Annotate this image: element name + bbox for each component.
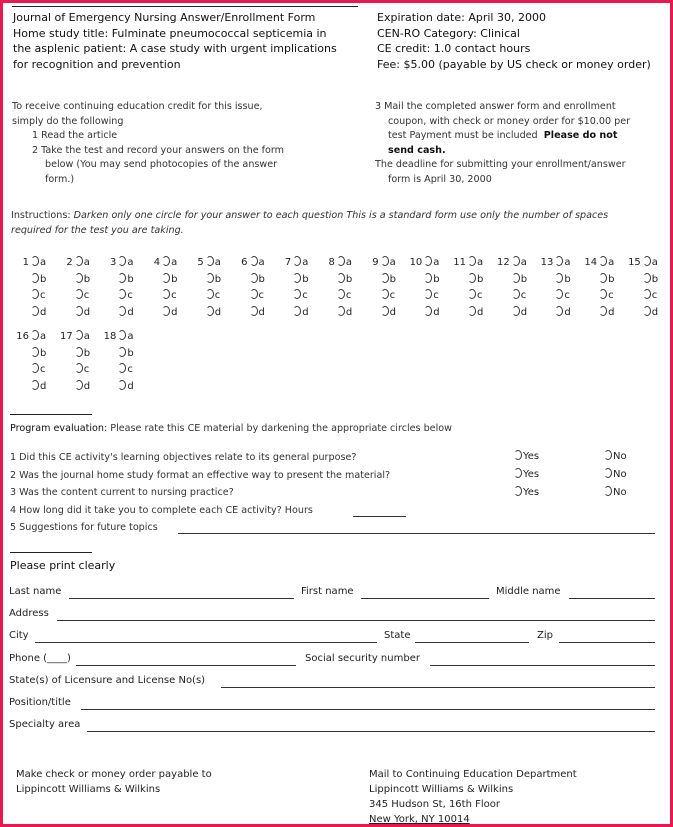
ce-credit: CE credit: 1.0 contact hours — [377, 42, 531, 55]
answer-circle-icon[interactable] — [31, 306, 39, 316]
answer-circle-icon[interactable] — [31, 256, 39, 266]
footer-left — [16, 767, 212, 797]
eval-1-yes-option[interactable] — [512, 450, 539, 462]
answer-circle-icon[interactable] — [643, 289, 651, 299]
city-label: City — [9, 630, 29, 641]
option-label: b — [83, 273, 91, 285]
option-label: a — [40, 257, 47, 268]
answer-circle-icon[interactable] — [75, 306, 83, 316]
answer-circle-icon[interactable] — [31, 289, 39, 299]
option-label: c — [564, 290, 570, 301]
answer-circle-icon[interactable] — [468, 306, 476, 316]
top-rule — [12, 6, 358, 7]
answer-circle-icon[interactable] — [337, 289, 345, 299]
eval-item-3: 3 Was the content current to nursing practice? — [10, 487, 234, 499]
program-evaluation: Program evaluation: Please rate this CE material by darkening the appropriate circles below — [10, 423, 452, 434]
answer-circle-icon[interactable] — [118, 306, 126, 316]
option-label: a — [564, 257, 571, 268]
option-label: c — [389, 290, 396, 301]
answer-circle-icon[interactable] — [31, 347, 39, 357]
answer-circle-icon[interactable] — [118, 256, 126, 266]
eval-3-no-option[interactable] — [602, 486, 627, 498]
option-label: c — [127, 364, 133, 375]
option-label: d — [171, 306, 178, 318]
question-number: 4 — [153, 257, 161, 268]
mail-to-street: 345 Hudson St, 16th Floor — [369, 799, 500, 810]
mail-to-city: New York, NY 10014 — [369, 814, 470, 825]
answer-circle-icon[interactable] — [599, 306, 607, 316]
answer-circle-icon[interactable] — [293, 273, 301, 283]
answer-circle-icon[interactable] — [162, 289, 170, 299]
city-field[interactable] — [35, 642, 377, 643]
answer-circle-icon[interactable] — [468, 256, 476, 266]
answer-circle-icon[interactable] — [162, 306, 170, 316]
option-label: b — [608, 273, 615, 285]
answer-question-1 — [15, 255, 59, 321]
cen-category: CEN-RO Category: Clinical — [377, 26, 520, 40]
answer-circle-icon[interactable] — [206, 273, 214, 283]
fee: Fee: $5.00 (payable by US check or money order) — [377, 57, 651, 71]
option-label: a — [171, 257, 178, 268]
answer-circle-icon[interactable] — [337, 273, 345, 283]
eval-item-1: 1 Did this CE activity's learning objectives relate to its general purpose? — [10, 452, 357, 463]
step-3-cont-2: test Payment must be included — [388, 130, 538, 141]
option-label: a — [651, 257, 658, 268]
option-label: b — [127, 273, 134, 285]
option-label: b — [564, 273, 571, 285]
answer-question-10 — [408, 255, 452, 321]
first-name-field[interactable] — [361, 598, 489, 599]
question-number: 11 — [453, 257, 466, 268]
answer-circle-icon[interactable] — [206, 289, 214, 299]
eval-title: Program evaluation — [10, 423, 104, 434]
answer-circle-icon[interactable] — [293, 256, 301, 266]
answer-question-7 — [277, 255, 321, 321]
eval-subtitle: Please rate this CE material by darkening the appropriate circles below — [110, 423, 452, 434]
question-number: 13 — [540, 257, 554, 268]
ssn-label: Social security number — [305, 653, 420, 664]
instructions — [11, 209, 608, 238]
option-label: a — [608, 257, 615, 268]
address-label: Address — [9, 608, 49, 619]
step-1: 1 Read the article — [32, 130, 118, 141]
answer-circle-icon[interactable] — [468, 289, 476, 299]
answer-circle-icon[interactable] — [643, 306, 651, 316]
answer-circle-icon[interactable] — [75, 256, 83, 266]
option-label: c — [40, 290, 46, 301]
answer-circle-icon[interactable] — [250, 289, 258, 299]
option-label: b — [83, 347, 91, 359]
zip-label: Zip — [537, 630, 553, 641]
answer-circle-icon[interactable] — [512, 273, 520, 283]
first-name-label: First name — [301, 586, 354, 597]
steps-left — [12, 100, 284, 187]
question-number: 8 — [328, 257, 335, 268]
answer-circle-icon[interactable] — [337, 306, 345, 316]
answer-circle-icon[interactable] — [162, 273, 170, 283]
question-number: 18 — [103, 331, 117, 342]
radio-circle-icon — [514, 486, 522, 496]
question-number: 2 — [66, 257, 73, 268]
answer-circle-icon[interactable] — [118, 330, 126, 340]
radio-circle-icon — [604, 450, 612, 460]
answer-circle-icon[interactable] — [643, 273, 651, 283]
answer-circle-icon[interactable] — [118, 273, 126, 283]
option-label: a — [433, 257, 440, 268]
middle-name-label: Middle name — [496, 586, 561, 597]
answer-circle-icon[interactable] — [643, 256, 651, 266]
step-2: 2 Take the test and record your answers on the form — [32, 144, 285, 156]
answer-circle-icon[interactable] — [293, 306, 301, 316]
option-label: c — [83, 290, 90, 301]
answer-circle-icon[interactable] — [75, 330, 83, 340]
instructions-label: Instructions: — [11, 210, 71, 221]
answer-circle-icon[interactable] — [381, 273, 389, 283]
answer-question-16 — [15, 329, 59, 395]
option-text: No — [613, 487, 627, 498]
answer-circle-icon[interactable] — [512, 256, 520, 266]
no-cash-note: Please do not — [543, 130, 618, 141]
option-text: Yes — [523, 487, 540, 498]
state-field[interactable] — [415, 642, 529, 643]
option-label: c — [433, 290, 439, 301]
position-field[interactable] — [81, 709, 655, 710]
option-label: b — [477, 273, 484, 285]
question-number: 1 — [22, 257, 29, 268]
answer-circle-icon[interactable] — [599, 289, 607, 299]
option-text: Yes — [523, 469, 540, 480]
phone-label: Phone (____) — [9, 653, 71, 664]
option-label: c — [127, 290, 133, 301]
option-label: c — [214, 290, 221, 301]
answer-circle-icon[interactable] — [468, 273, 476, 283]
journal-title: Journal of Emergency Nursing Answer/Enrollment Form — [13, 11, 316, 24]
option-label: a — [477, 257, 484, 268]
answer-circle-icon[interactable] — [31, 330, 39, 340]
option-label: b — [214, 273, 222, 285]
answer-circle-icon[interactable] — [75, 273, 83, 283]
answer-question-11 — [452, 255, 496, 321]
answer-question-4 — [146, 255, 190, 321]
answer-question-9 — [365, 255, 409, 321]
answer-circle-icon[interactable] — [250, 306, 258, 316]
option-label: a — [127, 331, 134, 342]
footer-right — [369, 767, 577, 827]
eval-item-2: 2 Was the journal home study format an effective way to present the material? — [10, 469, 391, 481]
answer-circle-icon[interactable] — [555, 289, 563, 299]
option-text: No — [613, 469, 627, 480]
answer-circle-icon[interactable] — [512, 306, 520, 316]
steps-intro: To receive continuing education credit for this issue, — [12, 101, 263, 112]
option-label: d — [564, 306, 571, 318]
specialty-label: Specialty area — [9, 719, 81, 730]
answer-question-12 — [496, 255, 540, 321]
answer-question-17 — [59, 329, 103, 395]
answer-question-6 — [234, 255, 278, 321]
study-title-line-2: the asplenic patient: A case study with urgent implications — [13, 42, 337, 55]
option-label: d — [433, 306, 440, 318]
answer-circle-icon[interactable] — [293, 289, 301, 299]
option-label: d — [127, 380, 134, 392]
middle-name-field[interactable] — [569, 598, 655, 599]
option-label: c — [258, 290, 264, 301]
option-label: b — [345, 273, 353, 285]
option-label: a — [127, 257, 134, 268]
answer-circle-icon[interactable] — [31, 273, 39, 283]
option-label: d — [520, 306, 528, 318]
last-name-field[interactable] — [69, 598, 294, 599]
answer-circle-icon[interactable] — [31, 380, 39, 390]
question-number: 16 — [16, 331, 29, 342]
question-number: 9 — [372, 257, 379, 268]
option-label: d — [83, 380, 91, 392]
option-label: c — [302, 290, 308, 301]
mail-to-company: Lippincott Williams & Wilkins — [369, 784, 514, 795]
licensure-field[interactable] — [221, 687, 655, 688]
answer-question-14 — [583, 255, 627, 321]
option-label: d — [83, 306, 91, 318]
option-text: No — [613, 451, 627, 462]
state-label: State — [384, 630, 411, 641]
section-rule-eval — [10, 414, 92, 415]
option-label: d — [258, 306, 265, 318]
answer-question-15 — [627, 255, 671, 321]
deadline-note-2: form is April 30, 2000 — [388, 173, 492, 185]
question-number: 15 — [628, 257, 641, 268]
option-label: a — [83, 257, 90, 268]
study-title-line-1: Home study title: Fulminate pneumococcal septicemia in — [13, 26, 327, 40]
option-label: d — [389, 306, 396, 318]
option-label: b — [40, 273, 47, 285]
option-label: a — [40, 331, 47, 342]
answer-question-13 — [539, 255, 583, 321]
question-number: 17 — [59, 331, 73, 342]
option-label: b — [40, 347, 47, 359]
answer-circle-icon[interactable] — [555, 273, 563, 283]
answer-question-8 — [321, 255, 365, 321]
option-label: d — [127, 306, 134, 318]
answer-circle-icon[interactable] — [424, 256, 432, 266]
answer-circle-icon[interactable] — [424, 306, 432, 316]
section-rule-info — [10, 552, 92, 553]
study-title-line-3: for recognition and prevention — [13, 57, 181, 71]
question-number: 3 — [110, 257, 117, 268]
answer-circle-icon[interactable] — [118, 380, 126, 390]
step-3-cont: coupon, with check or money order for $10.00 per — [388, 115, 631, 127]
option-label: d — [608, 306, 615, 318]
option-label: b — [171, 273, 178, 285]
answer-circle-icon[interactable] — [424, 273, 432, 283]
specialty-field[interactable] — [87, 731, 655, 732]
option-label: c — [477, 290, 483, 301]
step-3: 3 Mail the completed answer form and enrollment — [375, 101, 616, 112]
eval-2-no-option[interactable] — [602, 468, 627, 480]
last-name-label: Last name — [9, 586, 62, 597]
answer-circle-icon[interactable] — [75, 289, 83, 299]
option-label: c — [520, 290, 527, 301]
radio-circle-icon — [514, 450, 522, 460]
answer-circle-icon[interactable] — [512, 289, 520, 299]
eval-item-5: 5 Suggestions for future topics — [10, 522, 158, 534]
answer-question-2 — [59, 255, 103, 321]
question-number: 10 — [409, 257, 423, 268]
option-label: d — [302, 306, 309, 318]
answer-circle-icon[interactable] — [118, 363, 126, 373]
answer-circle-icon[interactable] — [599, 273, 607, 283]
question-number: 7 — [284, 257, 292, 268]
answer-circle-icon[interactable] — [250, 273, 258, 283]
answer-circle-icon[interactable] — [337, 256, 345, 266]
answer-circle-icon[interactable] — [555, 256, 563, 266]
header-right — [377, 10, 651, 72]
radio-circle-icon — [604, 486, 612, 496]
radio-circle-icon — [604, 468, 612, 478]
answer-question-18 — [102, 329, 146, 395]
option-label: c — [345, 290, 352, 301]
expiration-date: Expiration date: April 30, 2000 — [377, 11, 546, 24]
instructions-text: Darken only one circle for your answer to each question This is a standard form use only the number of spaces — [73, 210, 609, 221]
no-cash-note-2: send cash. — [388, 144, 446, 156]
question-number: 12 — [496, 257, 510, 268]
option-label: a — [345, 257, 353, 268]
option-label: a — [389, 257, 396, 268]
option-label: a — [214, 257, 221, 268]
option-label: d — [477, 306, 484, 318]
option-label: a — [258, 257, 265, 268]
steps-intro-2: simply do the following — [12, 115, 124, 127]
option-label: b — [520, 273, 528, 285]
address-field[interactable] — [57, 620, 655, 621]
phone-field[interactable] — [76, 665, 296, 666]
answer-question-5 — [190, 255, 234, 321]
option-label: c — [171, 290, 177, 301]
option-label: b — [302, 273, 309, 285]
answer-circle-icon[interactable] — [75, 347, 83, 357]
licensure-label: State(s) of Licensure and License No(s) — [9, 675, 206, 686]
position-label: Position/title — [9, 697, 71, 708]
eval-item-4: 4 How long did it take you to complete each CE activity? Hours — [10, 504, 313, 516]
option-label: b — [389, 273, 396, 285]
answer-circle-icon[interactable] — [381, 306, 389, 316]
option-label: d — [651, 306, 659, 318]
eval-1-no-option[interactable] — [602, 450, 627, 462]
option-label: b — [433, 273, 440, 285]
payable-to-name: Lippincott Williams & Wilkins — [16, 784, 161, 795]
print-clearly-title: Please print clearly — [10, 559, 116, 572]
steps-right — [375, 100, 630, 187]
option-label: d — [214, 306, 222, 318]
question-number: 6 — [241, 257, 248, 268]
option-label: a — [83, 331, 90, 342]
instructions-text-2: required for the test you are taking. — [11, 224, 184, 236]
eval-2-yes-option[interactable] — [512, 468, 539, 480]
mail-to: Mail to Continuing Education Department — [369, 769, 577, 780]
option-text: Yes — [523, 451, 540, 462]
answer-circle-icon[interactable] — [75, 380, 83, 390]
option-label: c — [608, 290, 614, 301]
answer-circle-icon[interactable] — [162, 256, 170, 266]
payable-to-label: Make check or money order payable to — [16, 769, 212, 780]
eval-items — [10, 449, 390, 537]
radio-circle-icon — [514, 468, 522, 478]
step-2-cont: below (You may send photocopies of the answer — [45, 159, 278, 170]
deadline-note: The deadline for submitting your enrollment/answer — [375, 159, 626, 170]
option-label: c — [651, 290, 658, 301]
question-number: 5 — [197, 257, 204, 268]
answer-circle-icon[interactable] — [118, 347, 126, 357]
zip-field[interactable] — [559, 642, 655, 643]
question-number: 14 — [584, 257, 598, 268]
ssn-field[interactable] — [430, 665, 655, 666]
option-label: c — [40, 364, 46, 375]
answer-circle-icon[interactable] — [206, 256, 214, 266]
eval-3-yes-option[interactable] — [512, 486, 539, 498]
option-label: b — [651, 273, 659, 285]
answer-circle-icon[interactable] — [206, 306, 214, 316]
answer-question-3 — [102, 255, 146, 321]
answer-circle-icon[interactable] — [31, 363, 39, 373]
option-label: d — [40, 380, 47, 392]
option-label: d — [40, 306, 47, 318]
option-label: b — [258, 273, 265, 285]
option-label: c — [83, 364, 90, 375]
option-label: a — [520, 257, 527, 268]
option-label: b — [127, 347, 134, 359]
answer-circle-icon[interactable] — [381, 289, 389, 299]
answer-circle-icon[interactable] — [118, 289, 126, 299]
answer-circle-icon[interactable] — [555, 306, 563, 316]
step-2-cont-2: form.) — [45, 173, 75, 185]
option-label: d — [345, 306, 353, 318]
answer-circle-icon[interactable] — [424, 289, 432, 299]
answer-circle-icon[interactable] — [599, 256, 607, 266]
header-left — [13, 10, 337, 72]
answer-circle-icon[interactable] — [75, 363, 83, 373]
option-label: a — [302, 257, 309, 268]
suggestions-line — [178, 533, 655, 534]
hours-line — [353, 516, 406, 517]
answer-circle-icon[interactable] — [381, 256, 389, 266]
answer-circle-icon[interactable] — [250, 256, 258, 266]
